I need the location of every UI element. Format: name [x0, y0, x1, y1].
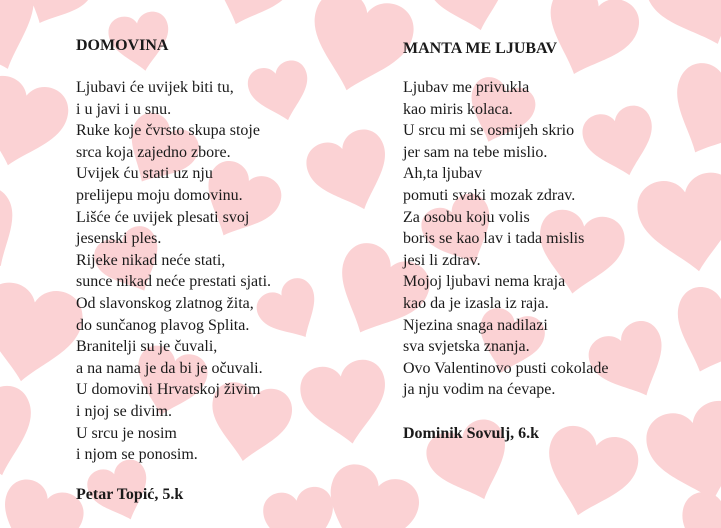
poem-line: Branitelji su je čuvali, [76, 338, 218, 356]
poem-line: kao da je izasla iz raja. [403, 294, 549, 312]
heart-icon [0, 381, 46, 487]
right-poem-lines [403, 77, 608, 401]
poem-line: U domovini Hrvatskoj živim [76, 381, 261, 399]
poem-line: a na nama je da bi je očuvali. [76, 359, 263, 377]
left-poem-author: Petar Topić, 5.k [76, 486, 184, 503]
heart-icon [298, 0, 419, 103]
poem-line: U srcu mi se osmijeh skrio [403, 122, 575, 140]
heart-icon [297, 356, 395, 451]
poem-line: boris se kao lav i tada mislis [403, 230, 585, 248]
poem-line: Ah,ta ljubav [403, 165, 483, 183]
poem-line: Njezina snaga nadilazi [403, 316, 548, 334]
heart-icon [633, 169, 721, 280]
heart-icon [0, 71, 74, 177]
poem-line: Lišće će uvijek plesati svoj [76, 208, 250, 226]
poem-line: Ljubav me privukla [403, 79, 530, 96]
poem-line: sva svjetska znanja. [403, 338, 530, 356]
left-poem-lines [76, 77, 271, 466]
poem-line: i njoj se divim. [76, 402, 172, 420]
poem-line: Mojoj ljubavi nema kraja [403, 273, 566, 291]
heart-icon [260, 484, 341, 528]
poem-line: ja nju vodim na ćevape. [403, 381, 556, 399]
poem-line: do sunčanog plavog Splita. [76, 316, 250, 334]
poem-line: U srcu je nosim [76, 424, 177, 442]
poem-line: Uvijek ću stati uz nju [76, 165, 213, 183]
poem-line: jesi li zdrav. [403, 251, 481, 269]
poem-line: kao miris kolaca. [403, 100, 513, 118]
heart-icon [198, 0, 299, 38]
poem-line: i u javi i u snu. [76, 100, 172, 118]
poem-line: jesenski ples. [76, 230, 162, 248]
right-poem-title: MANTA ME LJUBAV [403, 40, 558, 57]
poem-line: sunce nikad neće prestati sjati. [76, 273, 272, 291]
poem-line: Rijeke nikad neće stati, [76, 251, 226, 269]
poem-line: srca koja zajedno zbore. [76, 143, 231, 161]
poem-line: Ovo Valentinovo pusti cokolade [403, 359, 609, 377]
poem-line: pomuti svaki mozak zdrav. [403, 186, 576, 204]
right-poem-author: Dominik Sovulj, 6.k [403, 425, 540, 442]
poem-line: jer sam na tebe mislio. [403, 143, 548, 161]
heart-icon [638, 0, 721, 61]
heart-icon [660, 281, 721, 386]
poem-line: Za osobu koju volis [403, 208, 530, 226]
heart-icon [422, 0, 519, 41]
left-poem-title: DOMOVINA [76, 37, 169, 54]
poem-line: Ruke koje čvrsto skupa stoje [76, 122, 260, 140]
heart-icon [301, 124, 402, 223]
heart-icon [654, 56, 721, 172]
heart-icon [534, 421, 643, 527]
poem-line: prelijepu moju domovinu. [76, 186, 243, 204]
poem-line: Od slavonskog zlatnog žita, [76, 294, 254, 312]
poem-line: i njom se ponosim. [76, 446, 198, 464]
poem-line: Ljubavi će uvijek biti tu, [76, 79, 234, 96]
heart-icon [0, 279, 87, 390]
heart-icon [0, 180, 35, 286]
